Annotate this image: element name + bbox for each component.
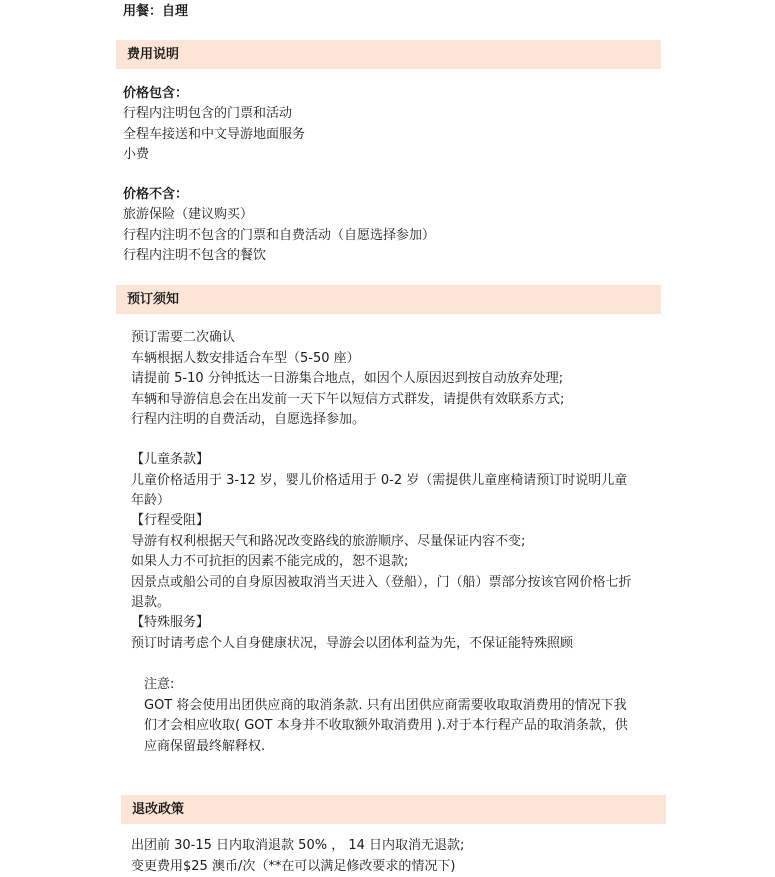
section-header-fees: 费用说明 <box>116 40 661 69</box>
notice-title: 注意: <box>144 675 174 696</box>
excluded-title: 价格不含： <box>123 185 188 205</box>
list-item: 应商保留最终解释权. <box>144 737 265 758</box>
list-item: 退款。 <box>131 593 170 614</box>
meals-label: 用餐：自理 <box>123 3 188 21</box>
list-item: 年龄） <box>131 491 170 512</box>
itinerary-block-title: 【行程受阻】 <box>131 511 209 532</box>
list-item: 导游有权利根据天气和路况改变路线的旅游顺序、尽量保证内容不变; <box>131 532 525 553</box>
list-item: 行程内注明不包含的门票和自费活动（自愿选择参加） <box>123 226 435 247</box>
list-item: GOT 将会使用出团供应商的取消条款. 只有出团供应商需要收取取消费用的情况下我 <box>144 696 627 717</box>
included-title: 价格包含： <box>123 84 188 104</box>
special-service-title: 【特殊服务】 <box>131 613 209 634</box>
list-item: 旅游保险（建议购买） <box>123 205 253 226</box>
list-item: 请提前 5-10 分钟抵达一日游集合地点，如因个人原因迟到按自动放弃处理; <box>131 369 563 390</box>
list-item: 行程内注明不包含的餐饮 <box>123 246 266 267</box>
list-item: 小费 <box>123 145 149 166</box>
list-item: 车辆和导游信息会在出发前一天下午以短信方式群发，请提供有效联系方式; <box>131 390 564 411</box>
list-item: 因景点或船公司的自身原因被取消当天进入（登船），门（船）票部分按该官网价格七折 <box>131 573 632 594</box>
section-header-refund: 退改政策 <box>121 795 666 824</box>
list-item: 预订时请考虑个人自身健康状况，导游会以团体利益为先，不保证能特殊照顾 <box>131 634 573 655</box>
section-header-booking: 预订须知 <box>116 285 661 314</box>
list-item: 车辆根据人数安排适合车型（5-50 座） <box>131 349 360 370</box>
list-item: 预订需要二次确认 <box>131 328 235 349</box>
list-item: 们才会相应收取( GOT 本身并不收取额外取消费用 ).对于本行程产品的取消条款，供 <box>144 716 628 737</box>
list-item: 儿童价格适用于 3-12 岁，婴儿价格适用于 0-2 岁（需提供儿童座椅请预订时说明儿童 <box>131 471 627 492</box>
list-item: 全程车接送和中文导游地面服务 <box>123 125 305 146</box>
child-policy-title: 【儿童条款】 <box>131 450 209 471</box>
list-item: 行程内注明的自费活动，自愿选择参加。 <box>131 410 365 431</box>
list-item: 行程内注明包含的门票和活动 <box>123 104 292 125</box>
list-item: 出团前 30-15 日内取消退款 50% ， 14 日内取消无退款; <box>131 836 464 857</box>
list-item: 变更费用$25 澳币/次（**在可以满足修改要求的情况下) <box>131 857 455 877</box>
list-item: 如果人力不可抗拒的因素不能完成的，恕不退款; <box>131 552 408 573</box>
